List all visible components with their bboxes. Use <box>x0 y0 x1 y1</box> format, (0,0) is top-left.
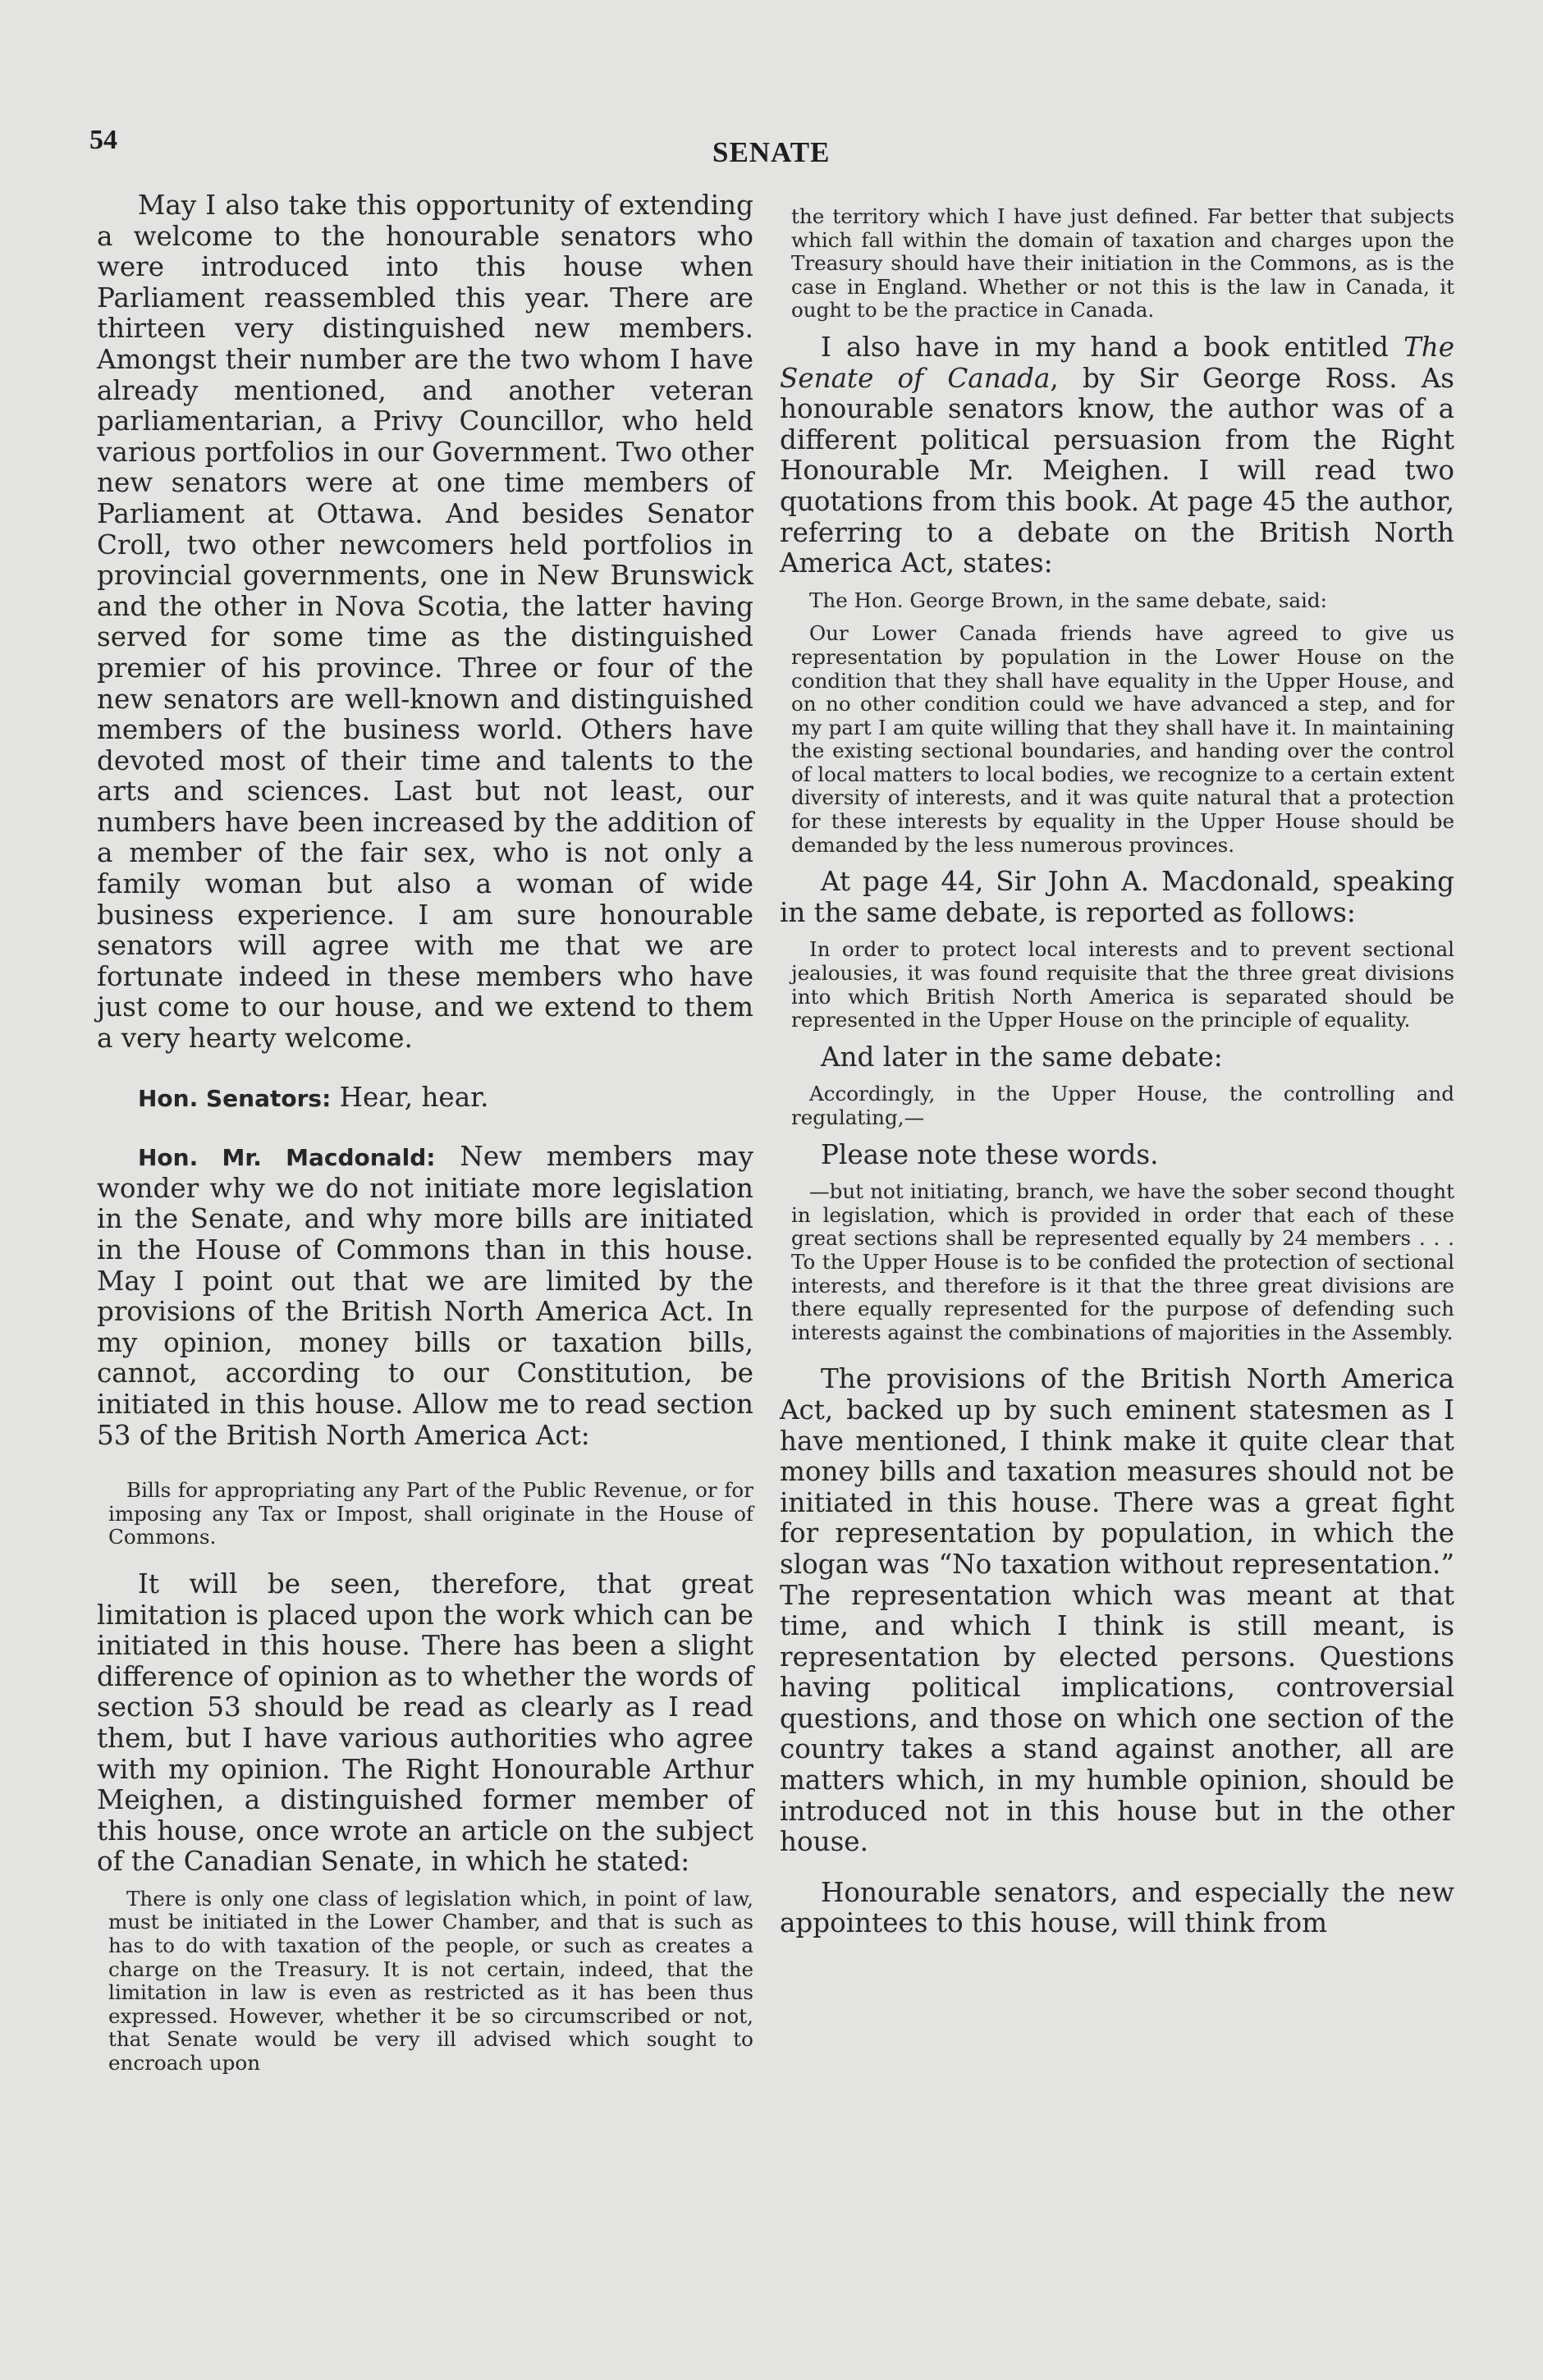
quote-brown-intro: The Hon. George Brown, in the same debate, said: <box>809 588 1327 612</box>
quote-meighen: There is only one class of legislation which, in point of law, must be initiated in the Lower Chamber, and that is such as has to do with taxation of the people, or such as creates a charge on the Treasury. It is not certain, indeed, that the limitation in law is even as restricted as it has been thus expressed. However, whether it be so circumscribed or not, that Senate would be very ill advised which sought to encroach upon <box>108 1886 753 2076</box>
quote-meighen-continued: the territory which I have just defined. Far better that subjects which fall within the domain of taxation and charges upon the Treasury should have their initiation in the Commons, as is the case in England. Whether or not this is the law in Canada, it ought to be the practice in Canada. <box>791 204 1454 323</box>
paragraph-provisions: The provisions of the British North America Act, backed up by such eminent statesmen as I have mentioned, I think make it quite clear that money bills and taxation measures should not be initiated in this house. There was a great fight for representation by population, in which the slogan was “No taxation without representation.” The representation which was meant at that time, and which I think is still meant, is representation by elected persons. Questions having political implications, controversial questions, and those on which one section of the country takes a stand against another, all are matters which, in my humble opinion, should be introduced not in this house but in the other house. <box>780 1363 1454 1858</box>
paragraph-page-44: At page 44, Sir John A. Macdonald, speaking in the same debate, is reported as follows: <box>780 866 1454 928</box>
paragraph-limitation: It will be seen, therefore, that great limitation is placed upon the work which can be initiated in this house. There has been a slight difference of opinion as to whether the words of section 53 should be read as clearly as I read them, but I have various authorities who agree with my opinion. The Right Honourable Arthur Meighen, a distinguished former member of this house, once wrote an article on the subject of the Canadian Senate, in which he stated: <box>97 1568 753 1878</box>
paragraph-ross-book <box>780 332 1454 579</box>
quote-macdonald-2: Accordingly, in the Upper House, the controlling and regulating,— <box>791 1082 1454 1129</box>
paragraph-hear-hear <box>97 1082 753 1114</box>
paragraph-macdonald <box>97 1142 753 1451</box>
paragraph-later: And later in the same debate: <box>821 1041 1223 1073</box>
speaker-label: Hon. Mr. Macdonald: <box>138 1144 436 1172</box>
running-head-title: SENATE <box>712 136 831 168</box>
speech-text: Hear, hear. <box>331 1081 489 1113</box>
speech-text: New members may wonder why we do not initiate more legislation in the Senate, and why more bills are initiated in the House of Commons than in this house. May I point out that we are limited by the provisions of the British North America Act. In my opinion, money bills or taxation bills, cannot, according to our Constitution, be initiated in this house. Allow me to read section 53 of the British North America Act: <box>97 1141 753 1451</box>
page-number: 54 <box>89 125 117 155</box>
paragraph-honourable-senators: Honourable senators, and especially the new appointees to this house, will think from <box>780 1876 1454 1939</box>
right-column <box>780 205 1454 1939</box>
paragraph-welcome: May I also take this opportunity of extending a welcome to the honourable senators who were introduced into this house when Parliament reassembled this year. There are thirteen very distinguished new members. Amongst their number are the two whom I have already mentioned, and another veteran parliamentarian, a Privy Councillor, who held various portfolios in our Government. Two other new senators were at one time members of Parliament at Ottawa. And besides Senator Croll, two other newcomers held portfolios in provincial governments, one in New Brunswick and the other in Nova Scotia, the latter having served for some time as the distinguished premier of his province. Three or four of the new senators are well-known and distinguished members of the business world. Others have devoted most of their time and talents to the arts and sciences. Last but not least, our numbers have been increased by the addition of a member of the fair sex, who is not only a family woman but also a woman of wide business experience. I am sure honourable senators will agree with me that we are fortunate indeed in these members who have just come to our house, and we extend to them a very hearty welcome. <box>97 190 753 1055</box>
speaker-label: Hon. Senators: <box>138 1084 332 1112</box>
quote-brown: Our Lower Canada friends have agreed to give us representation by population in the Lower House on the condition that they shall have equality in the Upper House, and on no other condition could we have advanced a step, and for my part I am quite willing that they shall have it. In maintaining the existing sectional boundaries, and handing over the control of local matters to local bodies, we recognize to a certain extent diversity of interests, and it was quite natural that a protection for these interests by equality in the Upper House should be demanded by the less numerous provinces. <box>791 621 1454 857</box>
text-segment: I also have in my hand a book entitled <box>821 331 1403 363</box>
quote-macdonald-1: In order to protect local interests and to prevent sectional jealousies, it was found requisite that the three great divisions into which British North America is separated should be represented in the Upper House on the principle of equality. <box>791 937 1454 1032</box>
quote-section-53: Bills for appropriating any Part of the Public Revenue, or for imposing any Tax or Impost, shall originate in the House of Commons. <box>108 1478 753 1549</box>
left-column <box>97 190 753 2076</box>
quote-macdonald-3: —but not initiating, branch, we have the sober second thought in legislation, which is provided in order that each of these great sections shall be represented equally by 24 members . . . To the Upper House is to be confided the protection of sectional interests, and therefore is it that the three great divisions are there equally represented for the purpose of defending such interests against the combinations of majorities in the Assembly. <box>791 1179 1454 1344</box>
book-title: The Senate of Canada <box>780 331 1454 394</box>
text-segment: , by Sir George Ross. As honourable senators know, the author was of a different political persuasion from the Right Honourable Mr. Meighen. I will read two quotations from this book. At page 45 the author, referring to a debate on the British North America Act, states: <box>780 362 1454 579</box>
paragraph-note: Please note these words. <box>821 1138 1159 1170</box>
